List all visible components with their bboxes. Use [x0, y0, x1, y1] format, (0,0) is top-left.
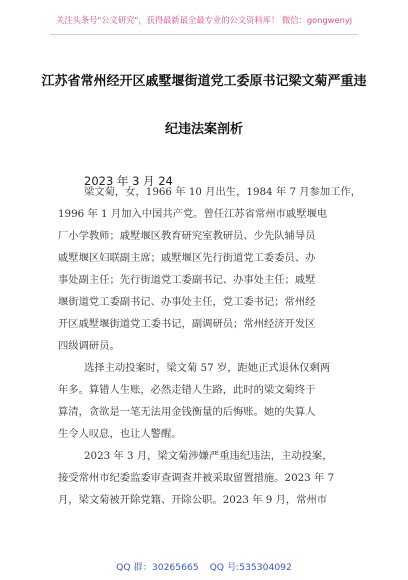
text-line: 戚墅堰区妇联副主席；戚墅堰区先行街道党工委委员、办	[58, 252, 316, 264]
text-line: 年多。算错人生账，必然走错人生路，此时的梁文菊终于	[58, 384, 316, 396]
document-date: 2023 年 3 月 24	[84, 174, 173, 188]
text-line: 1996 年 1 月加入中国共产党。曾任江苏省常州市戚墅堰电	[58, 208, 328, 220]
paragraph-biography	[58, 181, 361, 357]
document-title-line-1: 江苏省常州经开区戚墅堰街道党工委原书记梁文菊严重违	[41, 74, 367, 89]
text-line: 算清，贪欲是一笔无法用金钱衡量的后悔账。她的失算人	[58, 406, 316, 418]
header-banner: 关注头条号"公文研究"，获得最新最全最专业的公文资料库！ 微信：gongwenyj	[55, 15, 353, 25]
text-line: 接受常州市纪委监委审查调查并被采取留置措施。2023 年 7	[58, 472, 335, 484]
text-line: 四级调研员。	[58, 340, 120, 352]
header-divider	[50, 34, 358, 35]
paragraph-commentary	[58, 357, 334, 511]
text-line: 2023 年 3 月，梁文菊涉嫌严重违纪违法，主动投案，	[84, 450, 333, 462]
text-line: 梁文菊，女，1966 年 10 月出生，1984 年 7 月参加工作，	[84, 186, 362, 198]
footer-contact	[0, 559, 408, 573]
text-line: 开区戚墅堰街道党工委书记，副调研员；常州经济开发区	[58, 318, 316, 330]
document-title-line-2: 纪违法案剖析	[164, 122, 243, 137]
footer-qq-group: QQ 群：30265665	[116, 562, 199, 573]
text-line: 事处副主任；先行街道党工委副书记、办事处主任；戚墅	[58, 274, 316, 286]
text-line: 堰街道党工委副书记、办事处主任，党工委书记；常州经	[58, 296, 316, 308]
text-line: 月，梁文菊被开除党籍、开除公职。2023 年 9 月，常州市	[58, 494, 328, 506]
text-line: 厂小学教师；戚墅堰区教育研究室教研员、少先队辅导员	[58, 230, 316, 242]
text-line: 选择主动投案时，梁文菊 57 岁，距她正式退休仅剩两	[84, 362, 331, 374]
text-line: 生令人叹息，也让人警醒。	[58, 428, 182, 440]
footer-qq-number: QQ 号:535304092	[209, 562, 292, 573]
